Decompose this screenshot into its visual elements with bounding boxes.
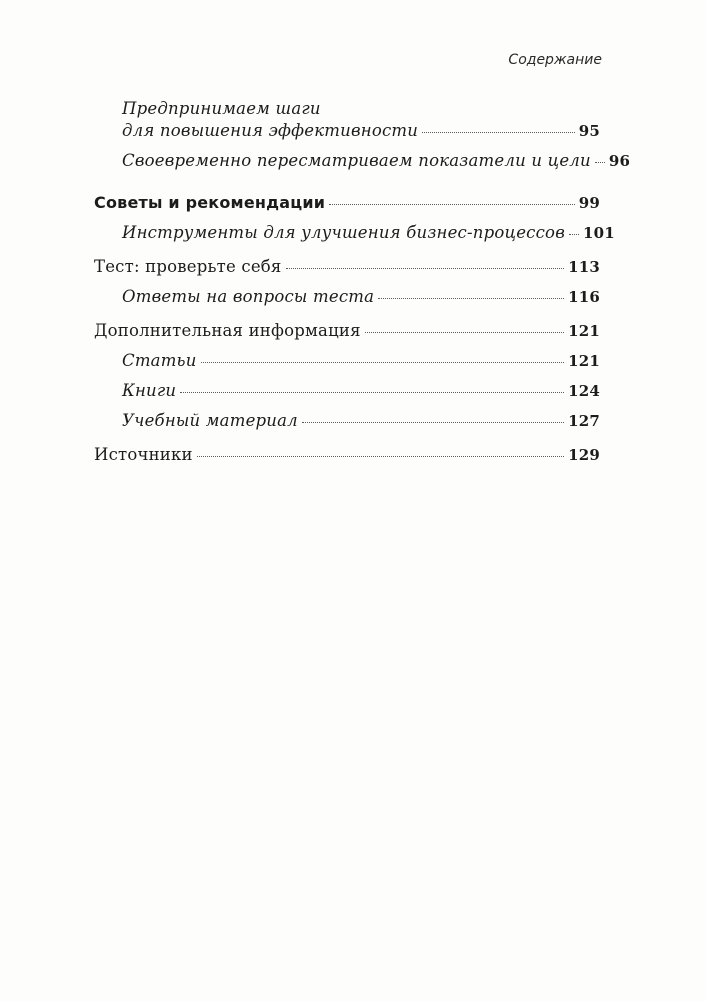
toc-entry-title: Источники bbox=[94, 445, 193, 464]
running-header: Содержание bbox=[508, 52, 602, 68]
toc-entry-chapter[interactable] bbox=[94, 320, 600, 350]
dot-leader bbox=[365, 332, 564, 333]
dot-leader bbox=[569, 234, 579, 235]
toc-entry-chapter[interactable] bbox=[94, 444, 600, 474]
toc-entry-title: Дополнительная информация bbox=[94, 321, 361, 340]
toc-entry-chapter[interactable] bbox=[94, 192, 600, 222]
toc-entry-title-line2: для повышения эффективности bbox=[122, 121, 419, 140]
dot-leader bbox=[180, 392, 564, 393]
toc-page-number: 127 bbox=[568, 412, 600, 430]
toc-page-number: 96 bbox=[608, 152, 631, 170]
dot-leader bbox=[329, 204, 575, 205]
toc-entry-chapter[interactable] bbox=[94, 256, 600, 286]
toc-entry-title: Инструменты для улучшения бизнес-процессов bbox=[122, 223, 565, 242]
dot-leader bbox=[595, 162, 605, 163]
toc-entry-sub[interactable] bbox=[94, 350, 600, 380]
toc-entry-title: Статьи bbox=[122, 351, 197, 370]
toc-page-number: 101 bbox=[583, 224, 615, 242]
toc-entry-title: Советы и рекомендации bbox=[94, 193, 326, 212]
dot-leader bbox=[286, 268, 565, 269]
toc-entry-title: Тест: проверьте себя bbox=[94, 257, 282, 276]
toc-entry-sub[interactable] bbox=[94, 410, 600, 440]
table-of-contents bbox=[94, 98, 631, 474]
toc-page-number: 99 bbox=[578, 194, 600, 212]
toc-entry-sub[interactable] bbox=[94, 98, 600, 142]
toc-entry-title: Учебный материал bbox=[122, 411, 298, 430]
toc-entry-title: Своевременно пересматриваем показатели и цели bbox=[122, 151, 591, 170]
toc-entry-title: Книги bbox=[122, 381, 177, 400]
toc-page-number: 129 bbox=[568, 446, 600, 464]
dot-leader bbox=[197, 456, 564, 457]
toc-entry-title: Ответы на вопросы теста bbox=[122, 287, 375, 306]
dot-leader bbox=[378, 298, 564, 299]
toc-entry-title-line1: Предпринимаем шаги bbox=[122, 99, 321, 118]
toc-entry-sub[interactable] bbox=[94, 222, 615, 252]
toc-entry-sub[interactable] bbox=[94, 150, 631, 180]
toc-page-number: 121 bbox=[568, 322, 600, 340]
dot-leader bbox=[422, 132, 575, 133]
toc-entry-sub[interactable] bbox=[94, 380, 600, 410]
toc-entry-sub[interactable] bbox=[94, 286, 600, 316]
toc-page-number: 113 bbox=[568, 258, 600, 276]
toc-page-number: 95 bbox=[578, 122, 600, 140]
toc-page-number: 121 bbox=[568, 352, 600, 370]
dot-leader bbox=[302, 422, 564, 423]
dot-leader bbox=[201, 362, 565, 363]
toc-page-number: 124 bbox=[568, 382, 600, 400]
toc-page-number: 116 bbox=[568, 288, 600, 306]
